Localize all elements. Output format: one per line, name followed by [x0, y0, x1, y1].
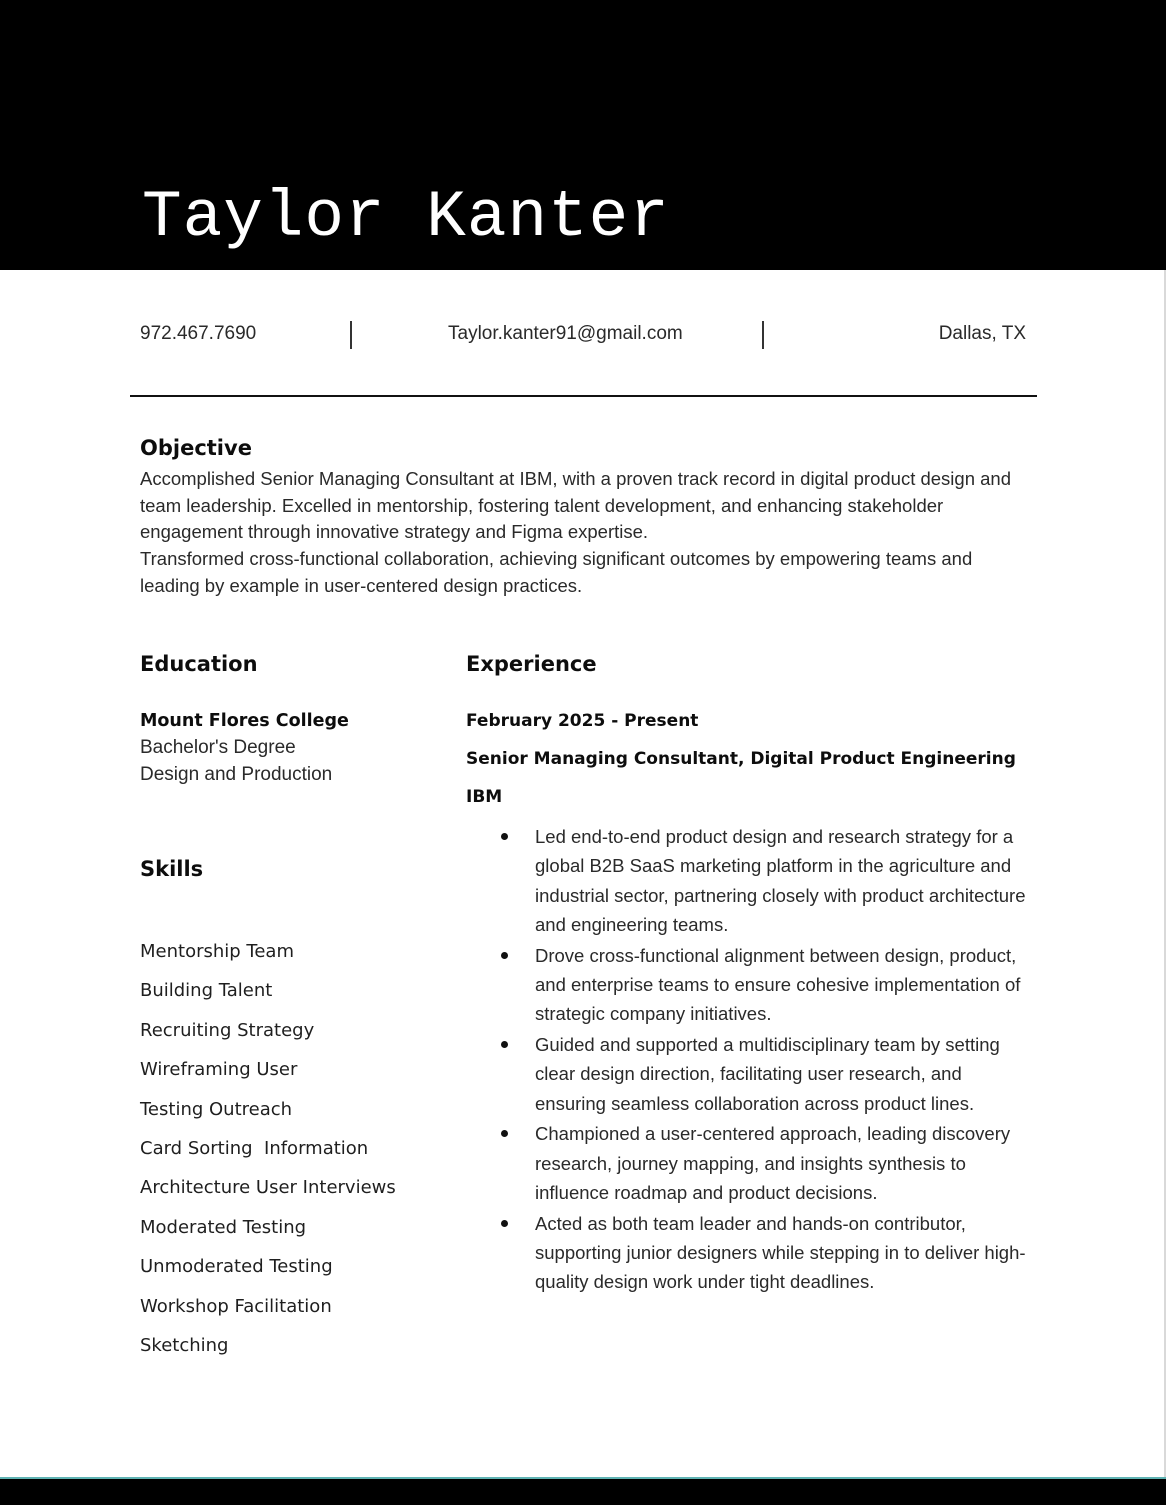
experience-heading: Experience: [466, 652, 597, 676]
skill-item: Unmoderated Testing: [140, 1256, 333, 1278]
experience-role: Senior Managing Consultant, Digital Product Engineering: [466, 749, 1016, 769]
contact-email: Taylor.kanter91@gmail.com: [448, 323, 683, 344]
experience-bullet-text: Drove cross-functional alignment between design, product, and enterprise teams to ensure cohesive implementation of strategic company initiatives.: [535, 944, 1021, 1025]
skill-item: Testing Outreach: [140, 1098, 293, 1120]
experience-bullet: [535, 822, 1030, 939]
experience-bullet: [535, 941, 1030, 1029]
footer-band: [0, 1477, 1166, 1505]
objective-paragraph: Accomplished Senior Managing Consultant at IBM, with a proven track record in digital product design and team leadership. Excelled in mentorship, fostering talent development, and enhancing stakeholder engagement through innovative strategy and Figma expertise.: [140, 468, 1011, 543]
experience-bullet: [535, 1030, 1030, 1118]
experience-bullets: [535, 822, 1030, 1298]
skills-heading: Skills: [140, 857, 204, 881]
experience-bullet-text: Led end-to-end product design and research strategy for a global B2B SaaS marketing platform in the agriculture and industrial sector, partnering closely with product architecture and engineering teams.: [535, 826, 1026, 935]
experience-bullet-text: Championed a user-centered approach, leading discovery research, journey mapping, and insights synthesis to influence roadmap and product decisions.: [535, 1123, 1011, 1204]
skill-item: Moderated Testing: [140, 1216, 307, 1238]
bullet-dot-icon: [501, 952, 508, 959]
experience-bullet-text: Acted as both team leader and hands-on contributor, supporting junior designers while stepping in to deliver high-quality design work under tight deadlines.: [535, 1212, 1026, 1293]
contact-phone: 972.467.7690: [140, 323, 257, 344]
skill-item: Mentorship Team: [140, 941, 294, 962]
objective-text: [140, 466, 1020, 600]
candidate-name: Taylor Kanter: [142, 180, 670, 255]
bullet-dot-icon: [501, 1220, 508, 1227]
skill-item: Recruiting Strategy: [140, 1019, 315, 1041]
experience-bullet: [535, 1209, 1030, 1297]
objective-paragraph: Transformed cross-functional collaboration, achieving significant outcomes by empowering teams and leading by example in user-centered design practices.: [140, 548, 973, 596]
skill-item: Sketching: [140, 1334, 229, 1356]
contact-separator: [762, 321, 764, 349]
skill-item: Workshop Facilitation: [140, 1295, 332, 1317]
education-field: Design and Production: [140, 764, 333, 785]
education-degree: Bachelor's Degree: [140, 737, 296, 758]
bullet-dot-icon: [501, 1130, 508, 1137]
skills-list: [140, 932, 396, 1365]
skill-item: Architecture User Interviews: [140, 1177, 396, 1199]
header-divider: [130, 395, 1037, 397]
skill-item: Building Talent: [140, 980, 273, 1002]
bullet-dot-icon: [501, 1041, 508, 1048]
experience-bullet: [535, 1119, 1030, 1207]
bullet-dot-icon: [501, 833, 508, 840]
skill-item: Card Sorting Information: [140, 1137, 369, 1159]
objective-heading: Objective: [140, 436, 252, 460]
experience-dates: February 2025 - Present: [466, 711, 699, 731]
education-school: Mount Flores College: [140, 711, 349, 731]
skill-item: Wireframing User: [140, 1059, 298, 1081]
experience-company: IBM: [466, 787, 503, 807]
education-heading: Education: [140, 652, 258, 676]
contact-separator: [350, 321, 352, 349]
experience-bullet-text: Guided and supported a multidisciplinary team by setting clear design direction, facilitating user research, and ensuring seamless collaboration across product lines.: [535, 1034, 1000, 1114]
contact-location: Dallas, TX: [938, 323, 1026, 344]
header-band: [0, 0, 1166, 270]
education-entry: [140, 708, 440, 788]
